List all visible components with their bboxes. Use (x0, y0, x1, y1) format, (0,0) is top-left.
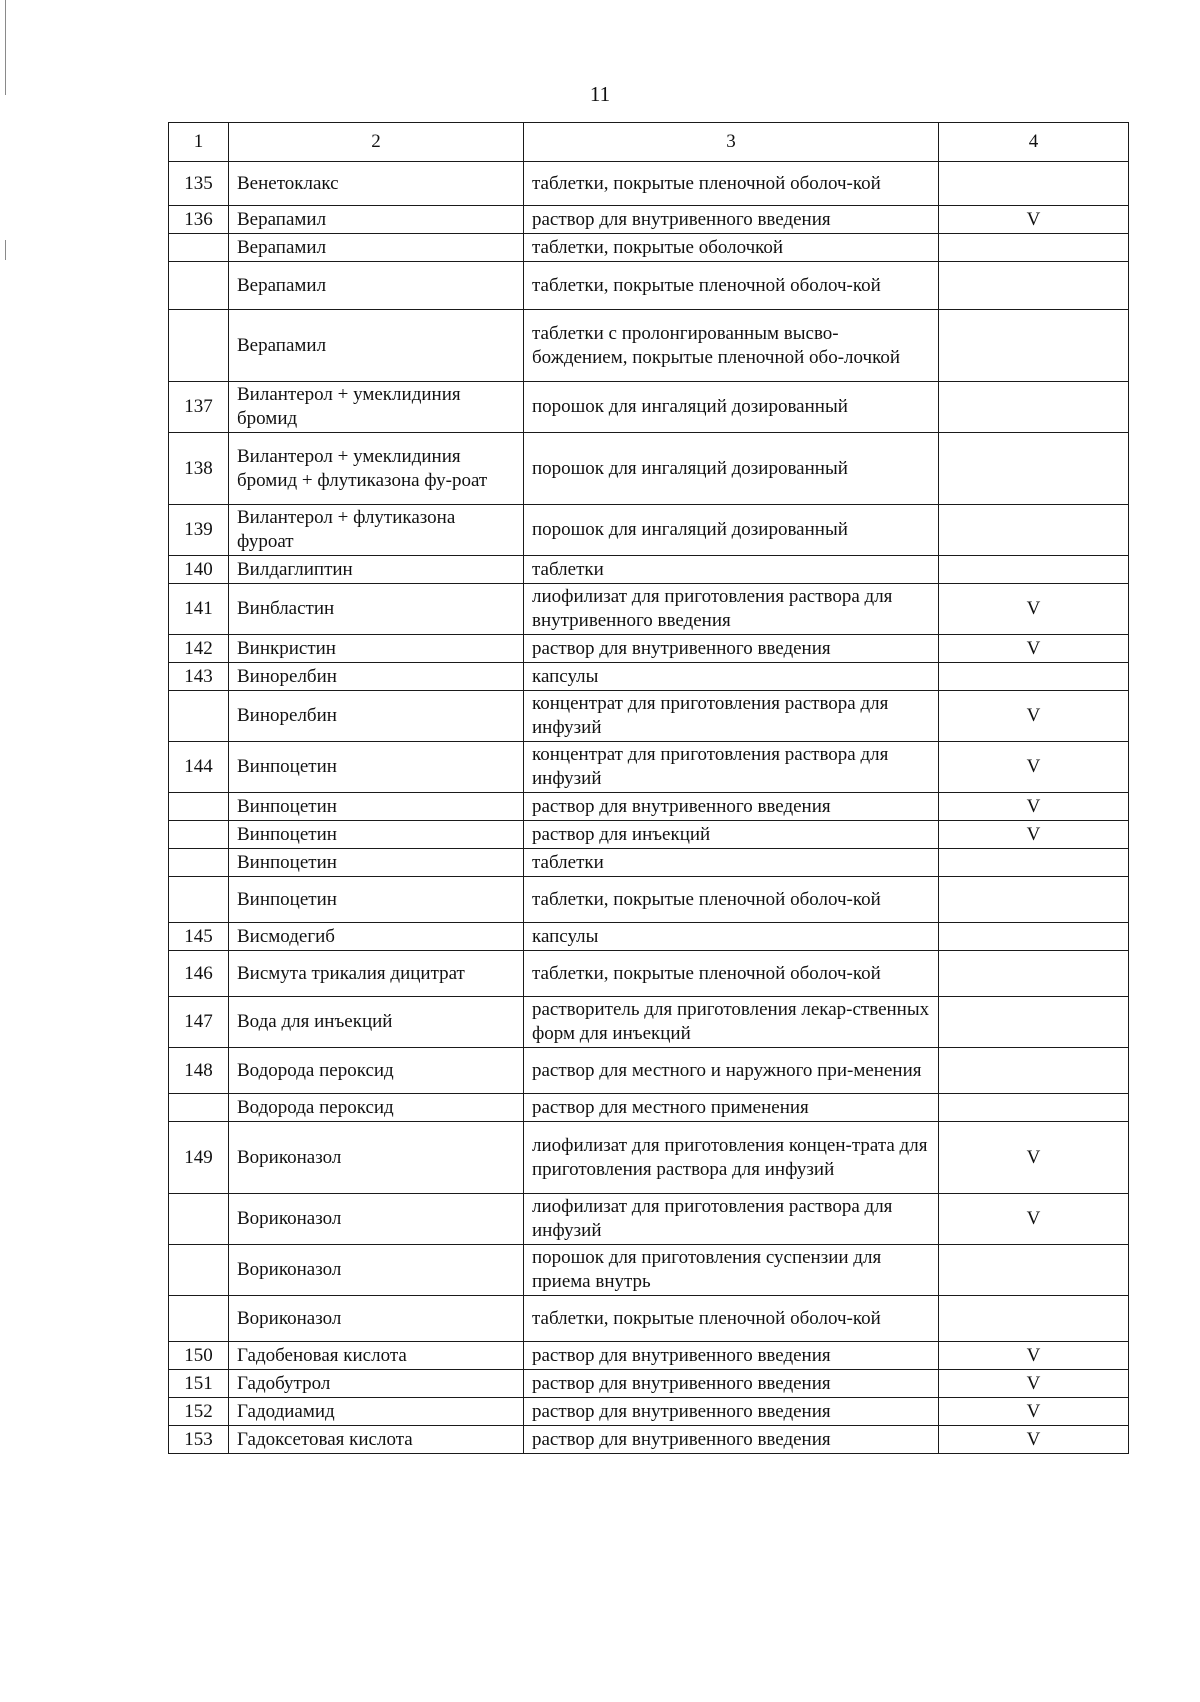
table-row (169, 584, 1129, 635)
table-row (169, 382, 1129, 433)
table-row (169, 1245, 1129, 1296)
table-row (169, 1342, 1129, 1370)
flag-cell (939, 849, 1129, 877)
drug-name-cell: Водорода пероксид (229, 1094, 524, 1122)
drug-name-cell: Висмута трикалия дицитрат (229, 951, 524, 997)
flag-cell: V (939, 1370, 1129, 1398)
dosage-form-cell: таблетки, покрытые пленочной оболоч-кой (524, 951, 939, 997)
flag-cell: V (939, 206, 1129, 234)
row-number-cell: 143 (169, 663, 229, 691)
table-row (169, 1048, 1129, 1094)
flag-cell: V (939, 1398, 1129, 1426)
flag-cell: V (939, 821, 1129, 849)
flag-cell: V (939, 1426, 1129, 1454)
flag-cell (939, 1245, 1129, 1296)
drug-name-cell: Вориконазол (229, 1194, 524, 1245)
flag-cell (939, 923, 1129, 951)
row-number-cell: 141 (169, 584, 229, 635)
dosage-form-cell: порошок для ингаляций дозированный (524, 382, 939, 433)
flag-cell (939, 310, 1129, 382)
drug-name-cell: Верапамил (229, 234, 524, 262)
flag-cell: V (939, 584, 1129, 635)
table-row (169, 1398, 1129, 1426)
dosage-form-cell: таблетки, покрытые пленочной оболоч-кой (524, 877, 939, 923)
row-number-cell: 142 (169, 635, 229, 663)
table-row (169, 162, 1129, 206)
drug-table (168, 122, 1129, 1454)
dosage-form-cell: раствор для внутривенного введения (524, 1398, 939, 1426)
table-row (169, 310, 1129, 382)
row-number-cell (169, 1094, 229, 1122)
row-number-cell (169, 1194, 229, 1245)
drug-name-cell: Винорелбин (229, 691, 524, 742)
row-number-cell (169, 310, 229, 382)
dosage-form-cell: таблетки (524, 556, 939, 584)
dosage-form-cell: таблетки, покрытые пленочной оболоч-кой (524, 1296, 939, 1342)
row-number-cell (169, 262, 229, 310)
table-row (169, 505, 1129, 556)
drug-name-cell: Вилантерол + флутиказона фуроат (229, 505, 524, 556)
row-number-cell: 135 (169, 162, 229, 206)
table-row (169, 433, 1129, 505)
dosage-form-cell: лиофилизат для приготовления концен-трата для приготовления раствора для инфузий (524, 1122, 939, 1194)
drug-name-cell: Винпоцетин (229, 877, 524, 923)
column-header: 2 (229, 123, 524, 162)
page-number: 11 (589, 82, 611, 106)
table-row (169, 234, 1129, 262)
drug-name-cell: Вилантерол + умеклидиния бромид (229, 382, 524, 433)
flag-cell: V (939, 742, 1129, 793)
table-row (169, 1296, 1129, 1342)
dosage-form-cell: капсулы (524, 663, 939, 691)
drug-name-cell: Винпоцетин (229, 742, 524, 793)
flag-cell (939, 505, 1129, 556)
drug-name-cell: Гадобутрол (229, 1370, 524, 1398)
flag-cell (939, 1296, 1129, 1342)
column-header: 1 (169, 123, 229, 162)
row-number-cell (169, 691, 229, 742)
dosage-form-cell: порошок для ингаляций дозированный (524, 433, 939, 505)
table-row (169, 793, 1129, 821)
drug-name-cell: Вориконазол (229, 1296, 524, 1342)
dosage-form-cell: порошок для приготовления суспензии для приема внутрь (524, 1245, 939, 1296)
table-row (169, 821, 1129, 849)
drug-name-cell: Водорода пероксид (229, 1048, 524, 1094)
dosage-form-cell: таблетки с пролонгированным высво-бождением, покрытые пленочной обо-лочкой (524, 310, 939, 382)
table-row (169, 635, 1129, 663)
row-number-cell (169, 1296, 229, 1342)
row-number-cell: 151 (169, 1370, 229, 1398)
flag-cell (939, 234, 1129, 262)
dosage-form-cell: раствор для местного и наружного при-менения (524, 1048, 939, 1094)
flag-cell: V (939, 793, 1129, 821)
flag-cell (939, 433, 1129, 505)
table-row (169, 877, 1129, 923)
row-number-cell (169, 234, 229, 262)
row-number-cell (169, 849, 229, 877)
flag-cell (939, 951, 1129, 997)
row-number-cell: 150 (169, 1342, 229, 1370)
drug-name-cell: Винбластин (229, 584, 524, 635)
flag-cell: V (939, 691, 1129, 742)
drug-name-cell: Висмодегиб (229, 923, 524, 951)
row-number-cell: 148 (169, 1048, 229, 1094)
table-row (169, 1122, 1129, 1194)
drug-name-cell: Вориконазол (229, 1122, 524, 1194)
flag-cell: V (939, 1122, 1129, 1194)
dosage-form-cell: таблетки, покрытые пленочной оболоч-кой (524, 162, 939, 206)
dosage-form-cell: раствор для внутривенного введения (524, 206, 939, 234)
flag-cell (939, 1094, 1129, 1122)
flag-cell (939, 997, 1129, 1048)
table-row (169, 206, 1129, 234)
dosage-form-cell: раствор для внутривенного введения (524, 1426, 939, 1454)
dosage-form-cell: раствор для внутривенного введения (524, 793, 939, 821)
flag-cell (939, 382, 1129, 433)
dosage-form-cell: раствор для инъекций (524, 821, 939, 849)
table-row (169, 951, 1129, 997)
dosage-form-cell: раствор для местного применения (524, 1094, 939, 1122)
dosage-form-cell: таблетки, покрытые пленочной оболоч-кой (524, 262, 939, 310)
drug-name-cell: Вориконазол (229, 1245, 524, 1296)
row-number-cell: 138 (169, 433, 229, 505)
drug-name-cell: Гадодиамид (229, 1398, 524, 1426)
row-number-cell: 144 (169, 742, 229, 793)
row-number-cell: 145 (169, 923, 229, 951)
dosage-form-cell: таблетки (524, 849, 939, 877)
table-row (169, 742, 1129, 793)
table-row (169, 556, 1129, 584)
drug-name-cell: Верапамил (229, 310, 524, 382)
flag-cell: V (939, 1342, 1129, 1370)
table-row (169, 691, 1129, 742)
flag-cell (939, 877, 1129, 923)
table-header-row (169, 123, 1129, 162)
drug-name-cell: Винпоцетин (229, 793, 524, 821)
drug-name-cell: Вода для инъекций (229, 997, 524, 1048)
flag-cell: V (939, 635, 1129, 663)
drug-name-cell: Вилдаглиптин (229, 556, 524, 584)
row-number-cell: 152 (169, 1398, 229, 1426)
drug-name-cell: Гадобеновая кислота (229, 1342, 524, 1370)
row-number-cell (169, 877, 229, 923)
dosage-form-cell: лиофилизат для приготовления раствора для внутривенного введения (524, 584, 939, 635)
dosage-form-cell: концентрат для приготовления раствора для инфузий (524, 691, 939, 742)
scan-margin-line (5, 0, 6, 95)
flag-cell (939, 262, 1129, 310)
dosage-form-cell: лиофилизат для приготовления раствора для инфузий (524, 1194, 939, 1245)
flag-cell: V (939, 1194, 1129, 1245)
row-number-cell: 136 (169, 206, 229, 234)
flag-cell (939, 556, 1129, 584)
row-number-cell (169, 821, 229, 849)
dosage-form-cell: растворитель для приготовления лекар-ственных форм для инъекций (524, 997, 939, 1048)
flag-cell (939, 1048, 1129, 1094)
drug-name-cell: Винпоцетин (229, 849, 524, 877)
row-number-cell: 147 (169, 997, 229, 1048)
table-row (169, 923, 1129, 951)
scan-margin-line (5, 240, 6, 260)
table-row (169, 1370, 1129, 1398)
row-number-cell: 146 (169, 951, 229, 997)
table-row (169, 1194, 1129, 1245)
dosage-form-cell: раствор для внутривенного введения (524, 635, 939, 663)
drug-name-cell: Гадоксетовая кислота (229, 1426, 524, 1454)
drug-name-cell: Венетоклакс (229, 162, 524, 206)
table-row (169, 1094, 1129, 1122)
drug-name-cell: Верапамил (229, 206, 524, 234)
drug-name-cell: Винпоцетин (229, 821, 524, 849)
dosage-form-cell: капсулы (524, 923, 939, 951)
flag-cell (939, 162, 1129, 206)
drug-name-cell: Верапамил (229, 262, 524, 310)
table-row (169, 1426, 1129, 1454)
row-number-cell: 149 (169, 1122, 229, 1194)
flag-cell (939, 663, 1129, 691)
row-number-cell: 139 (169, 505, 229, 556)
column-header: 4 (939, 123, 1129, 162)
dosage-form-cell: порошок для ингаляций дозированный (524, 505, 939, 556)
row-number-cell (169, 793, 229, 821)
dosage-form-cell: таблетки, покрытые оболочкой (524, 234, 939, 262)
row-number-cell: 140 (169, 556, 229, 584)
drug-name-cell: Вилантерол + умеклидиния бромид + флутиказона фу-роат (229, 433, 524, 505)
dosage-form-cell: концентрат для приготовления раствора для инфузий (524, 742, 939, 793)
drug-name-cell: Винорелбин (229, 663, 524, 691)
row-number-cell: 153 (169, 1426, 229, 1454)
dosage-form-cell: раствор для внутривенного введения (524, 1342, 939, 1370)
table-row (169, 849, 1129, 877)
row-number-cell (169, 1245, 229, 1296)
dosage-form-cell: раствор для внутривенного введения (524, 1370, 939, 1398)
column-header: 3 (524, 123, 939, 162)
row-number-cell: 137 (169, 382, 229, 433)
table-row (169, 663, 1129, 691)
drug-name-cell: Винкристин (229, 635, 524, 663)
table-row (169, 262, 1129, 310)
table-row (169, 997, 1129, 1048)
